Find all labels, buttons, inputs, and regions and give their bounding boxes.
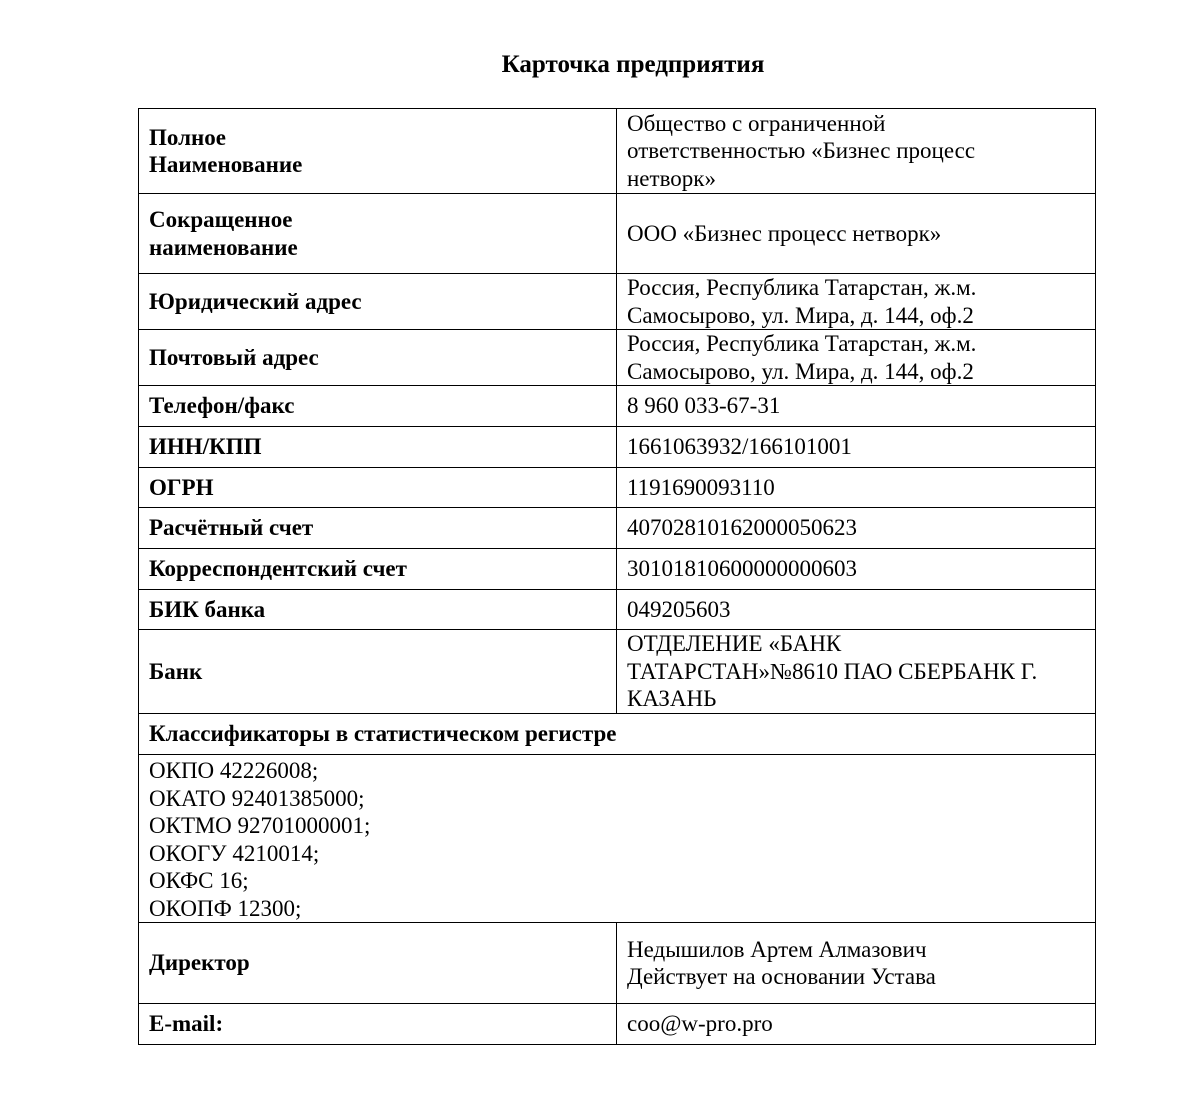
label-inn-kpp: ИНН/КПП: [139, 427, 617, 468]
value-settlement-account: 40702810162000050623: [617, 508, 1096, 549]
label-settlement-account: Расчётный счет: [139, 508, 617, 549]
value-full-name: Общество с ограниченной ответственностью «Бизнес процесс нетворк»: [617, 109, 1096, 194]
label-bank: Банк: [139, 630, 617, 714]
company-card-table: [138, 108, 1096, 1045]
row-correspondent-account: [139, 549, 1096, 590]
value-short-name: ООО «Бизнес процесс нетворк»: [617, 194, 1096, 274]
row-phone-fax: [139, 386, 1096, 427]
value-postal-address: Россия, Республика Татарстан, ж.м. Самосырово, ул. Мира, д. 144, оф.2: [617, 330, 1096, 386]
label-postal-address: Почтовый адрес: [139, 330, 617, 386]
value-ogrn: 1191690093110: [617, 468, 1096, 508]
classifier-code: ОКОПФ 12300;: [149, 895, 302, 921]
row-classifiers-heading: [139, 714, 1096, 755]
label-email: E-mail:: [139, 1004, 617, 1045]
label-short-name: Сокращенное наименование: [139, 194, 617, 274]
classifiers-heading: Классификаторы в статистическом регистре: [139, 714, 1096, 755]
row-short-name: [139, 194, 1096, 274]
label-bank-bik: БИК банка: [139, 590, 617, 630]
row-classifier-codes: [139, 755, 1096, 923]
classifier-code: ОКОГУ 4210014;: [149, 840, 320, 866]
row-director: [139, 923, 1096, 1004]
row-bank: [139, 630, 1096, 714]
classifier-code: ОКТМО 92701000001;: [149, 813, 371, 838]
label-phone-fax: Телефон/факс: [139, 386, 617, 427]
value-email: coo@w-pro.pro: [617, 1004, 1096, 1045]
row-legal-address: [139, 274, 1096, 330]
value-bank: ОТДЕЛЕНИЕ «БАНК ТАТАРСТАН»№8610 ПАО СБЕРБАНК Г. КАЗАНЬ: [617, 630, 1096, 714]
classifier-code: ОКФС 16;: [149, 868, 249, 893]
row-inn-kpp: [139, 427, 1096, 468]
value-inn-kpp: 1661063932/166101001: [617, 427, 1096, 468]
row-postal-address: [139, 330, 1096, 386]
value-legal-address: Россия, Республика Татарстан, ж.м. Самосырово, ул. Мира, д. 144, оф.2: [617, 274, 1096, 330]
value-director: Недышилов Артем Алмазович Действует на основании Устава: [617, 923, 1096, 1004]
value-correspondent-account: 30101810600000000603: [617, 549, 1096, 590]
row-settlement-account: [139, 508, 1096, 549]
classifier-code: ОКПО 42226008;: [149, 758, 319, 783]
classifier-codes: [139, 755, 1096, 923]
label-correspondent-account: Корреспондентский счет: [139, 549, 617, 590]
row-full-name: [139, 109, 1096, 194]
label-ogrn: ОГРН: [139, 468, 617, 508]
label-full-name: Полное Наименование: [139, 109, 617, 194]
label-legal-address: Юридический адрес: [139, 274, 617, 330]
value-bank-bik: 049205603: [617, 590, 1096, 630]
row-email: [139, 1004, 1096, 1045]
label-director: Директор: [139, 923, 617, 1004]
row-bank-bik: [139, 590, 1096, 630]
page-title: Карточка предприятия: [501, 51, 765, 78]
row-ogrn: [139, 468, 1096, 508]
classifier-code: ОКАТО 92401385000;: [149, 785, 365, 811]
value-phone-fax: 8 960 033-67-31: [617, 386, 1096, 427]
